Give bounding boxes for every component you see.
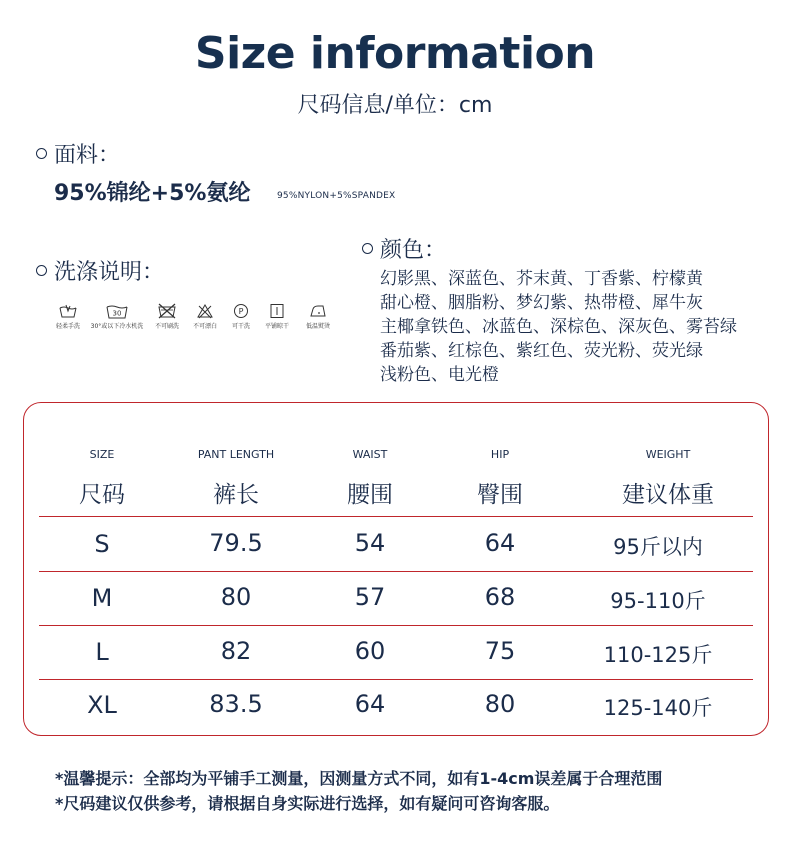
cell-waist: 64 [354, 690, 386, 718]
care-caption: 可干洗 [231, 323, 250, 330]
care-caption: 低温熨烫 [305, 323, 330, 330]
table-divider [39, 679, 753, 680]
colors-section-label [362, 233, 446, 264]
fabric-section-label [36, 138, 120, 169]
colors-label: 颜色： [380, 238, 447, 263]
machine-wash-30-icon [105, 302, 129, 319]
care-item [50, 302, 86, 330]
colors-line: 浅粉色、电光橙 [380, 365, 499, 385]
cell-size: XL [87, 691, 117, 719]
cell-pant-length: 79.5 [209, 529, 263, 557]
cell-pant-length: 80 [220, 583, 252, 611]
care-item [148, 302, 186, 330]
cell-hip: 80 [484, 690, 516, 718]
care-caption: 轻柔手洗 [55, 323, 80, 330]
cell-weight: 125-140斤 [603, 696, 713, 720]
dry-clean-letter: P [238, 306, 244, 316]
header-pant-length-cn: 裤长 [213, 482, 259, 508]
wash-temp-label: 30 [112, 309, 122, 317]
cell-pant-length: 83.5 [209, 690, 263, 718]
bullet-circle-icon [362, 243, 373, 254]
no-bleach-icon [157, 302, 177, 319]
care-caption: 不可刷洗 [154, 323, 179, 330]
cell-size: L [95, 638, 109, 666]
table-divider [39, 625, 753, 626]
page-subtitle: 尺码信息/单位：cm [297, 93, 493, 118]
fabric-composition: 95%锦纶+5%氨纶 [54, 181, 251, 206]
cell-size: M [91, 584, 113, 612]
fabric-label: 面料： [54, 143, 121, 168]
page-title: Size information [194, 28, 596, 79]
fabric-composition-en: 95%NYLON+5%SPANDEX [277, 191, 396, 201]
cell-hip: 75 [484, 637, 516, 665]
cell-weight: 95-110斤 [610, 589, 706, 613]
care-item [86, 302, 148, 330]
no-chlorine-bleach-icon [196, 302, 214, 319]
header-waist-cn: 腰围 [347, 482, 393, 508]
cell-weight: 110-125斤 [603, 643, 713, 667]
note-line: *尺码建议仅供参考，请根据自身实际进行选择，如有疑问可咨询客服。 [55, 794, 560, 813]
washing-section-label [36, 255, 164, 286]
colors-line: 幻影黑、深蓝色、芥末黄、丁香紫、柠檬黄 [380, 269, 703, 289]
care-item [186, 302, 224, 330]
header-waist-en: WAIST [352, 448, 388, 461]
cell-waist: 57 [354, 583, 386, 611]
bullet-circle-icon [36, 148, 47, 159]
care-caption: 平铺晾干 [264, 323, 289, 330]
table-divider [39, 516, 753, 517]
header-weight-en: WEIGHT [645, 448, 691, 461]
cell-size: S [94, 530, 110, 558]
care-item [258, 302, 296, 330]
colors-line: 番茄紫、红棕色、紫红色、荧光粉、荧光绿 [380, 341, 703, 361]
care-icons-row [50, 302, 340, 330]
header-size-cn: 尺码 [79, 482, 125, 508]
care-item [296, 302, 340, 330]
care-item [224, 302, 258, 330]
hand-wash-icon [58, 302, 78, 319]
header-hip-cn: 臀围 [477, 482, 523, 508]
header-pant-length-en: PANT LENGTH [197, 448, 275, 461]
cell-waist: 60 [354, 637, 386, 665]
cell-waist: 54 [354, 529, 386, 557]
bullet-circle-icon [36, 265, 47, 276]
notes [55, 766, 662, 816]
colors-list [380, 267, 780, 387]
cell-hip: 68 [484, 583, 516, 611]
colors-line: 甜心橙、胭脂粉、梦幻紫、热带橙、犀牛灰 [380, 293, 703, 313]
low-iron-icon [308, 302, 328, 319]
table-divider [39, 571, 753, 572]
note-line: *温馨提示：全部均为平铺手工测量，因测量方式不同，如有1-4cm误差属于合理范围 [55, 769, 663, 788]
header-weight-cn: 建议体重 [622, 482, 714, 508]
washing-label: 洗涤说明： [54, 260, 165, 285]
flat-dry-icon [269, 302, 285, 319]
care-caption: 不可漂白 [192, 323, 217, 330]
header-hip-en: HIP [490, 448, 510, 461]
cell-weight: 95斤以内 [613, 535, 703, 559]
header-size-en: SIZE [89, 448, 115, 461]
cell-hip: 64 [484, 529, 516, 557]
dry-clean-p-icon [233, 302, 249, 319]
colors-line: 主椰拿铁色、冰蓝色、深棕色、深灰色、雾苔绿 [380, 317, 737, 337]
cell-pant-length: 82 [220, 637, 252, 665]
care-caption: 30°或以下冷水机洗 [90, 323, 144, 330]
